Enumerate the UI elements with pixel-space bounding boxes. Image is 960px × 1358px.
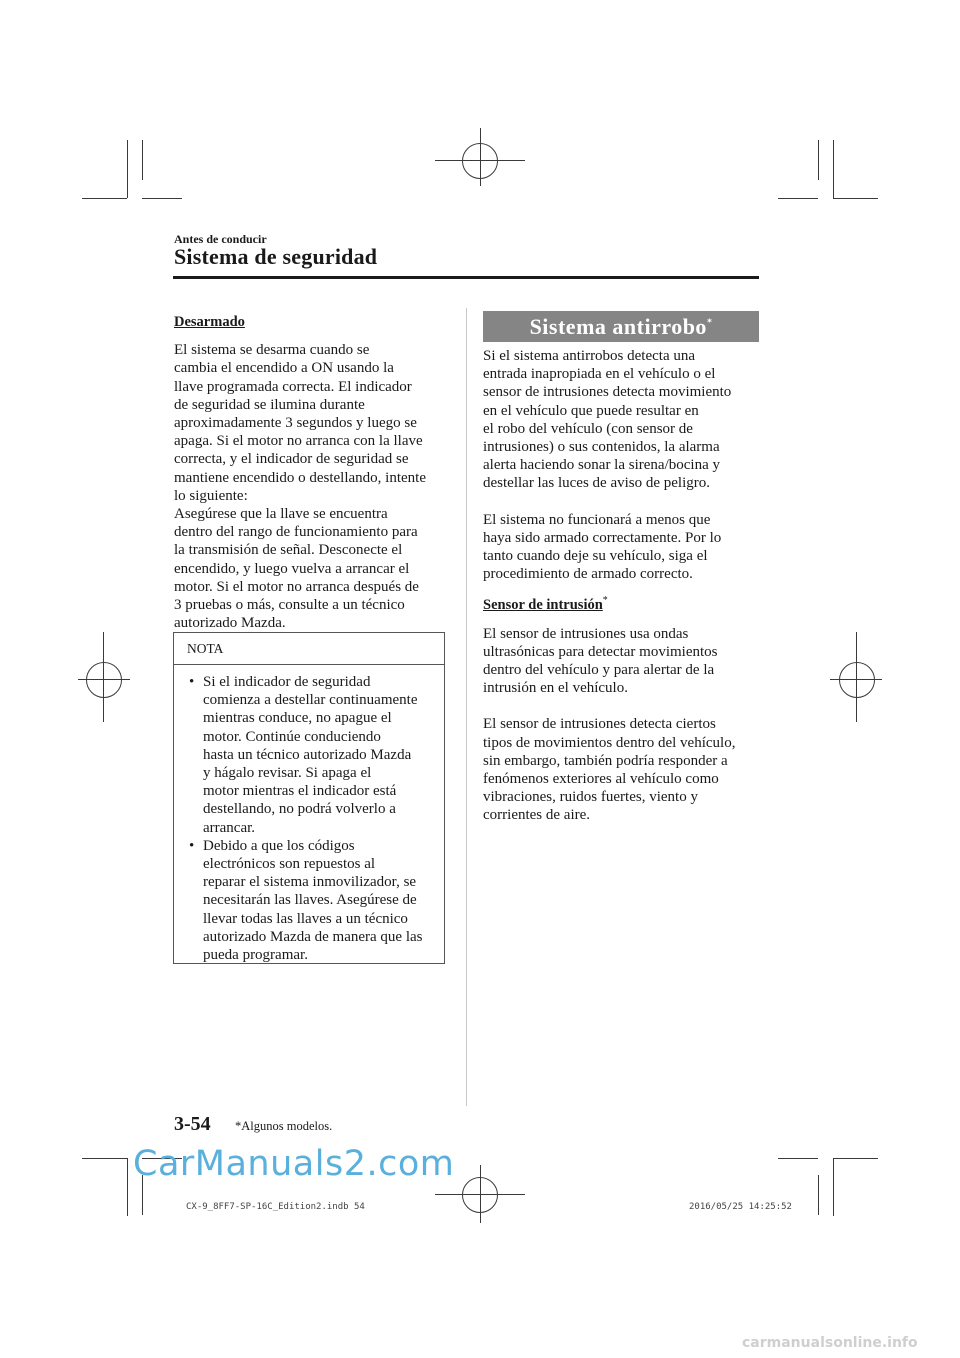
note-item-line: destellando, no podrá volverlo a <box>203 801 396 818</box>
sensor-p2-line: sin embargo, también podría responder a <box>483 752 728 769</box>
note-item-line: y hágalo revisar. Si apaga el <box>203 765 372 782</box>
desarmado-line: aproximadamente 3 segundos y luego se <box>174 415 417 432</box>
note-item <box>187 837 438 964</box>
antirrobo-p2-line: procedimiento de armado correcto. <box>483 566 693 583</box>
sensor-p1-line: dentro del vehículo y para alertar de la <box>483 662 715 679</box>
desarmado-line: Asegúrese que la llave se encuentra <box>174 506 388 523</box>
title-rule <box>173 276 759 279</box>
sensor-p1-line: El sensor de intrusiones usa ondas <box>483 625 689 642</box>
footnote: *Algunos modelos. <box>235 1119 333 1133</box>
note-item-line: arrancar. <box>203 819 256 836</box>
note-item-line: necesitarán las llaves. Asegúrese de <box>203 892 417 909</box>
desarmado-line: de seguridad se ilumina durante <box>174 396 365 413</box>
note-item-line: autorizado Mazda de manera que las <box>203 928 423 945</box>
left-column <box>174 313 459 632</box>
print-file-info: CX-9_8FF7-SP-16C_Edition2.indb 54 <box>186 1202 365 1212</box>
note-item-line: comienza a destellar continuamente <box>203 692 418 709</box>
sensor-paragraph-2 <box>483 715 763 824</box>
desarmado-line: 3 pruebas o más, consulte a un técnico <box>174 597 405 614</box>
note-heading: NOTA <box>174 633 444 665</box>
section-kicker: Antes de conducir <box>174 232 267 246</box>
antirrobo-paragraph-2 <box>483 511 763 584</box>
antirrobo-paragraph-1 <box>483 347 763 493</box>
desarmado-line: encendido, y luego vuelva a arrancar el <box>174 560 410 577</box>
column-divider <box>466 308 467 1106</box>
desarmado-line: lo siguiente: <box>174 487 248 504</box>
subhead-desarmado: Desarmado <box>174 314 245 330</box>
banner-asterisk: * <box>706 317 713 329</box>
subhead-sensor: Sensor de intrusión* <box>483 595 608 614</box>
watermark-site: carmanualsonline.info <box>742 1335 918 1351</box>
sensor-p2-line: vibraciones, ruidos fuertes, viento y <box>483 789 698 806</box>
antirrobo-p1-line: alerta haciendo sonar la sirena/bocina y <box>483 457 720 474</box>
antirrobo-p1-line: sensor de intrusiones detecta movimiento <box>483 384 732 401</box>
sensor-p2-line: tipos de movimientos dentro del vehículo, <box>483 734 736 751</box>
section-banner <box>483 311 759 342</box>
note-list <box>174 665 444 964</box>
note-item-line: mientras conduce, no apague el <box>203 710 392 727</box>
note-item-line: Si el indicador de seguridad <box>203 674 371 690</box>
antirrobo-p1-line: entrada inapropiada en el vehículo o el <box>483 366 716 383</box>
desarmado-line: dentro del rango de funcionamiento para <box>174 524 418 541</box>
right-column <box>483 347 763 825</box>
desarmado-line: correcta, y el indicador de seguridad se <box>174 451 409 468</box>
sensor-p2-line: fenómenos exteriores al vehículo como <box>483 771 719 788</box>
sensor-p2-line: El sensor de intrusiones detecta ciertos <box>483 716 716 733</box>
antirrobo-p1-line: en el vehículo que puede resultar en <box>483 402 699 419</box>
desarmado-line: cambia el encendido a ON usando la <box>174 360 394 377</box>
note-item-line: Debido a que los códigos <box>203 837 355 854</box>
note-item-line: motor. Continúe conduciendo <box>203 728 381 745</box>
note-box <box>173 632 445 964</box>
sensor-p2-line: corrientes de aire. <box>483 807 591 824</box>
print-timestamp: 2016/05/25 14:25:52 <box>689 1202 792 1212</box>
note-item-line: llevar todas las llaves a un técnico <box>203 910 408 927</box>
note-item-line: hasta un técnico autorizado Mazda <box>203 746 412 763</box>
page-title: Sistema de seguridad <box>174 244 378 269</box>
sensor-paragraph-1 <box>483 625 763 698</box>
desarmado-line: la transmisión de señal. Desconecte el <box>174 542 403 559</box>
note-item-line: electrónicos son repuestos al <box>203 856 376 873</box>
desarmado-line: El sistema se desarma cuando se <box>174 342 370 359</box>
antirrobo-p2-line: haya sido armado correctamente. Por lo <box>483 529 722 546</box>
watermark-carmanuals: CarManuals2.com <box>133 1144 455 1184</box>
antirrobo-p1-line: Si el sistema antirrobos detecta una <box>483 348 696 364</box>
antirrobo-p1-line: intrusiones) o sus contenidos, la alarma <box>483 439 720 456</box>
note-item-line: pueda programar. <box>203 947 308 964</box>
bullet-icon: • <box>189 837 195 854</box>
banner-title: Sistema antirrobo <box>529 314 707 339</box>
antirrobo-p1-line: el robo del vehículo (con sensor de <box>483 420 693 437</box>
note-item <box>187 673 438 837</box>
antirrobo-p1-line: destellar las luces de aviso de peligro. <box>483 475 711 492</box>
desarmado-paragraph <box>174 341 459 632</box>
desarmado-line: motor. Si el motor no arranca después de <box>174 578 419 595</box>
sensor-p1-line: intrusión en el vehículo. <box>483 680 628 697</box>
desarmado-line: llave programada correcta. El indicador <box>174 378 412 395</box>
desarmado-line: autorizado Mazda. <box>174 615 286 632</box>
antirrobo-p2-line: tanto cuando deje su vehículo, siga el <box>483 548 708 565</box>
desarmado-line: apaga. Si el motor no arranca con la llave <box>174 433 423 450</box>
note-item-line: motor mientras el indicador está <box>203 783 397 800</box>
bullet-icon: • <box>189 674 195 690</box>
note-item-line: reparar el sistema inmovilizador, se <box>203 874 417 891</box>
desarmado-line: mantiene encendido o destellando, intente <box>174 469 426 486</box>
page-number: 3-54 <box>174 1113 211 1135</box>
sensor-p1-line: ultrasónicas para detectar movimientos <box>483 643 718 660</box>
antirrobo-p2-line: El sistema no funcionará a menos que <box>483 511 711 528</box>
